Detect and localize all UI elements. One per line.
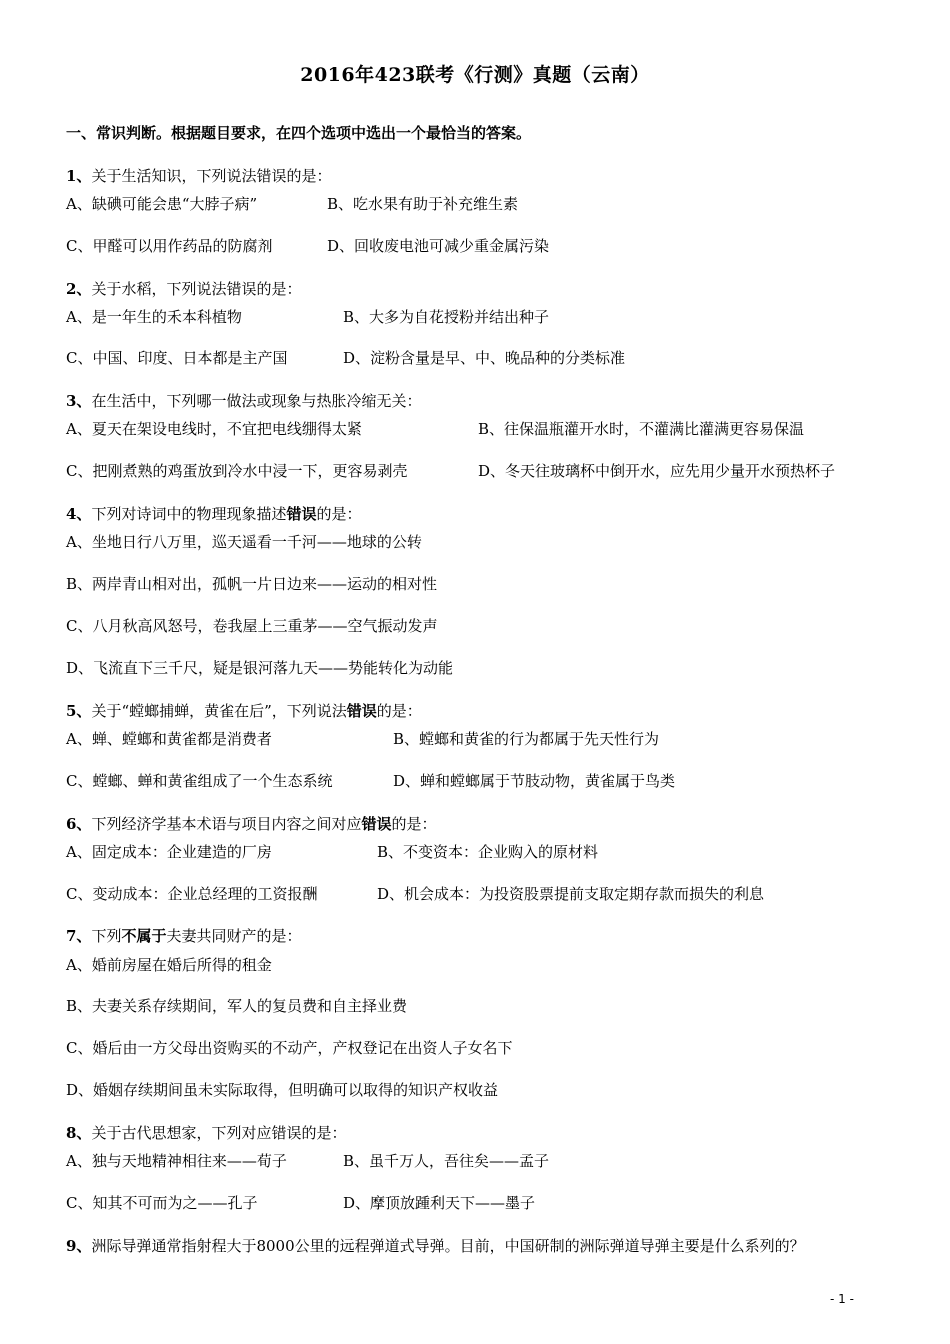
question-1-option-b: B、吃水果有助于补充维生素	[327, 195, 519, 213]
question-3-option-d: D、冬天往玻璃杯中倒开水，应先用少量开水预热杯子	[478, 462, 836, 480]
question-7-option-b: B、夫妻关系存续期间，军人的复员费和自主择业费	[66, 997, 408, 1015]
question-6-option-a: A、固定成本：企业建造的厂房	[66, 843, 272, 861]
question-7-stem: 7、下列不属于夫妻共同财产的是：	[66, 927, 302, 945]
question-8-option-d: D、摩顶放踵利天下——墨子	[343, 1194, 536, 1212]
question-2-option-a: A、是一年生的禾本科植物	[66, 308, 242, 326]
question-4-option-d: D、飞流直下三千尺，疑是银河落九天——势能转化为动能	[66, 659, 454, 677]
question-7-option-a: A、婚前房屋在婚后所得的租金	[66, 956, 272, 974]
section-heading: 一、常识判断。根据题目要求，在四个选项中选出一个最恰当的答案。	[66, 124, 532, 142]
question-8-option-c: C、知其不可而为之——孔子	[66, 1194, 258, 1212]
question-2-option-b: B、大多为自花授粉并结出种子	[343, 308, 550, 326]
question-3-option-a: A、夏天在架设电线时，不宜把电线绷得太紧	[66, 420, 362, 438]
question-4-option-b: B、两岸青山相对出，孤帆一片日边来——运动的相对性	[66, 575, 438, 593]
question-6-option-b: B、不变资本：企业购入的原材料	[377, 843, 599, 861]
question-1-option-d: D、回收废电池可减少重金属污染	[327, 237, 550, 255]
question-4-stem: 4、下列对诗词中的物理现象描述错误的是：	[66, 505, 362, 523]
question-2-option-c: C、中国、印度、日本都是主产国	[66, 349, 288, 367]
question-1-option-a: A、缺碘可能会患“大脖子病”	[66, 195, 258, 213]
question-7-option-c: C、婚后由一方父母出资购买的不动产，产权登记在出资人子女名下	[66, 1039, 513, 1057]
question-5-stem: 5、关于“螳螂捕蝉，黄雀在后”，下列说法错误的是：	[66, 702, 422, 720]
question-3-option-b: B、往保温瓶灌开水时，不灌满比灌满更容易保温	[478, 420, 805, 438]
question-5-option-b: B、螳螂和黄雀的行为都属于先天性行为	[393, 730, 660, 748]
question-8-option-b: B、虽千万人，吾往矣——孟子	[343, 1152, 550, 1170]
question-8-option-a: A、独与天地精神相往来——荀子	[66, 1152, 287, 1170]
question-2-option-d: D、淀粉含量是早、中、晚品种的分类标准	[343, 349, 626, 367]
question-6-option-d: D、机会成本：为投资股票提前支取定期存款而损失的利息	[377, 885, 765, 903]
question-5-option-d: D、蝉和螳螂属于节肢动物，黄雀属于鸟类	[393, 772, 676, 790]
question-8-stem: 8、关于古代思想家，下列对应错误的是：	[66, 1124, 347, 1142]
question-4-option-c: C、八月秋高风怒号，卷我屋上三重茅——空气振动发声	[66, 617, 438, 635]
question-2-stem: 2、关于水稻，下列说法错误的是：	[66, 280, 302, 298]
question-5-option-a: A、蝉、螳螂和黄雀都是消费者	[66, 730, 272, 748]
question-1-option-c: C、甲醛可以用作药品的防腐剂	[66, 237, 273, 255]
question-3-stem: 3、在生活中，下列哪一做法或现象与热胀冷缩无关：	[66, 392, 422, 410]
question-4-option-a: A、坐地日行八万里，巡天遥看一千河——地球的公转	[66, 533, 422, 551]
page-title: 2016年423联考《行测》真题（云南）	[300, 64, 650, 86]
question-6-stem: 6、下列经济学基本术语与项目内容之间对应错误的是：	[66, 815, 437, 833]
question-9-stem: 9、洲际导弹通常指射程大于8000公里的远程弹道式导弹。目前，中国研制的洲际弹道导弹主要是什么系列的？	[66, 1237, 805, 1255]
page-number: - 1 -	[830, 1292, 854, 1306]
question-1-stem: 1、关于生活知识，下列说法错误的是：	[66, 167, 332, 185]
question-6-option-c: C、变动成本：企业总经理的工资报酬	[66, 885, 318, 903]
question-5-option-c: C、螳螂、蝉和黄雀组成了一个生态系统	[66, 772, 333, 790]
question-7-option-d: D、婚姻存续期间虽未实际取得，但明确可以取得的知识产权收益	[66, 1081, 499, 1099]
question-3-option-c: C、把刚煮熟的鸡蛋放到冷水中浸一下，更容易剥壳	[66, 462, 408, 480]
